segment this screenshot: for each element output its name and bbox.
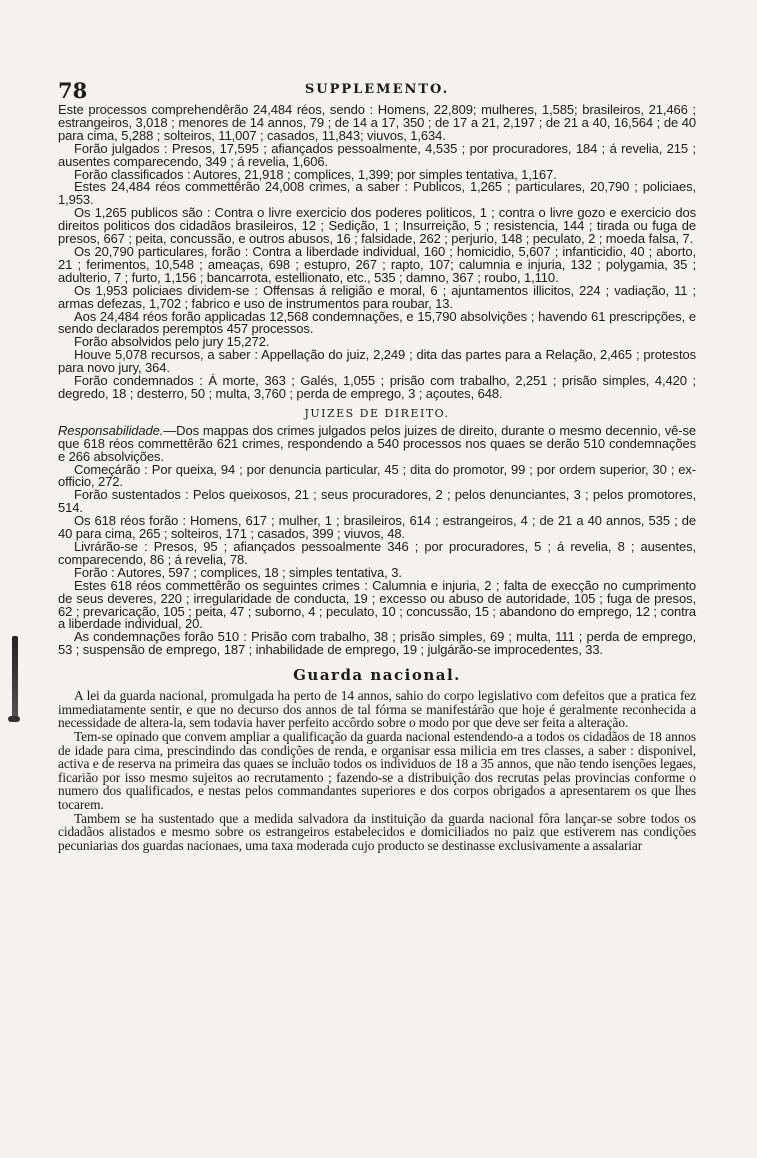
paragraph: Livrárão-se : Presos, 95 ; afiançados pessoalmente 346 ; por procuradores, 5 ; á revelia, 8 ; ausentes, comparecendo, 86 ; á revelia, 78. — [58, 539, 696, 567]
paragraph: Forão sustentados : Pelos queixosos, 21 ; seus procuradores, 2 ; pelos denunciantes, 3 ; pelos promotores, 514. — [58, 487, 696, 516]
paragraph: Tem-se opinado que convem ampliar a qualificação da guarda nacional estendendo-a a todos os cidadãos de 18 annos de idade para cima, prescindindo das condições de renda, e organisar essa milicia em tres classes, a saber : disponivel, activa e de reserva na primeira das quaes se incluão todos os individuos de 18 a 35 annos, que não tendo isenções legaes, ficarião por isso mesmo sujeitos ao recrutamento ; fazendo-se a distribuição dos recrutas pelas provincias conforme o numero dos qualificados, e nestas pelos commandantes superiores e dos corpos obrigados a apresentarem os que lhes tocarem. — [58, 728, 696, 812]
section-guarda-nacional — [58, 689, 696, 852]
margin-ink-mark — [12, 636, 18, 722]
paragraph: Começárão : Por queixa, 94 ; por denuncia particular, 45 ; dita do promotor, 99 ; por ordem superior, 30 ; ex-officio, 272. — [58, 461, 696, 490]
paragraph: Os 618 réos forão : Homens, 617 ; mulher, 1 ; brasileiros, 614 ; estrangeiros, 4 ; de 21 a 40 annos, 535 ; de 40 para cima, 265 ; solteiros, 171 ; casados, 399 ; viuvos, 48. — [58, 513, 696, 542]
page-number: 78 — [58, 78, 88, 103]
paragraph: Forão julgados : Presos, 17,595 ; afiançados pessoalmente, 4,535 ; por procuradores, 184 ; á revelia, 215 ; ausentes comparecendo, 349 ; á revelia, 1,606. — [58, 140, 696, 169]
page-header — [58, 78, 696, 102]
paragraph: Estes 618 réos commettêrão os seguintes crimes : Calumnia e injuria, 2 ; falta de execção no cumprimento de seus deveres, 220 ; irregularidade de conducta, 19 ; excesso ou abuso de autoridade, 105 ; fuga de presos, 62 ; prevaricação, 105 ; peita, 47 ; suborno, 4 ; peculato, 10 ; concussão, 15 ; abandono do emprego, 12 ; contra a liberdade individual, 20. — [58, 577, 696, 632]
paragraph: Forão classificados : Autores, 21,918 ; complices, 1,399; por simples tentativa, 1,167. — [74, 166, 557, 182]
paragraph: Estes 24,484 réos commettêrão 24,008 crimes, a saber : Publicos, 1,265 ; particulares, 20,790 ; policiaes, 1,953. — [58, 179, 696, 208]
paragraph: Os 1,265 publicos são : Contra o livre exercicio dos poderes politicos, 1 ; contra o livre gozo e exercicio dos direitos politicos dos cidadãos brasileiros, 12 ; Sedição, 1 ; Insurreição, 5 ; resistencia, 144 ; tirada ou fuga de presos, 667 ; peita, concussão, e outros abusos, 16 ; falsidade, 262 ; perjurio, 148 ; peculato, 2 ; moeda falsa, 7. — [58, 205, 696, 247]
paragraph: Forão absolvidos pelo jury 15,272. — [74, 334, 270, 350]
paragraph — [58, 422, 696, 464]
section-title: Guarda nacional. — [293, 666, 461, 685]
subsection-heading: JUIZES DE DIREITO. — [304, 406, 450, 420]
paragraph: Tambem se ha sustentado que a medida salvadora da instituição da guarda nacional fôra lançar-se sobre todos os cidadãos alistados e mesmo sobre os estrangeiros estabelecidos e domiciliados no paiz que estiverem nas condições pecuniarias dos guardas nacionaes, uma taxa moderada cujo producto se destinasse exclusivamente a assalariar — [58, 810, 696, 853]
paragraph: Forão condemnados : Á morte, 363 ; Galés, 1,055 ; prisão com trabalho, 2,251 ; prisão simples, 4,420 ; degredo, 18 ; desterro, 50 ; multa, 3,760 ; perda de emprego, 3 ; açoutes, 648. — [58, 373, 696, 401]
paragraph: Este processos comprehendêrão 24,484 réos, sendo : Homens, 22,809; mulheres, 1,585; brasileiros, 21,466 ; estrangeiros, 3,018 ; menores de 14 annos, 79 ; de 14 a 17, 350 ; de 17 a 21, 2,197 ; de 21 a 40, 16,564 ; de 40 para cima, 5,288 ; solteiros, 11,007 ; casados, 11,843; viuvos, 1,634. — [58, 102, 696, 143]
paragraph: Aos 24,484 réos forão applicadas 12,568 condemnações, e 15,790 absolvições ; havendo 61 prescripções, e sendo declarados peremptos 457 processos. — [58, 308, 696, 337]
paragraph: Houve 5,078 recursos, a saber : Appellação do juiz, 2,249 ; dita das partes para a Relação, 2,465 ; protestos para novo jury, 364. — [58, 347, 696, 376]
paragraph: Forão : Autores, 597 ; complices, 18 ; simples tentativa, 3. — [74, 564, 402, 580]
paragraph: Os 20,790 particulares, forão : Contra a liberdade individual, 160 ; homicidio, 5,607 ; infanticidio, 40 ; aborto, 21 ; ferimentos, 10,548 ; ameaças, 698 ; estupro, 267 ; rapto, 107; calumnia e injuria, 132 ; polygamia, 35 ; adulterio, 7 ; furto, 1,156 ; bancarrota, estellionato, etc., 535 ; damno, 367 ; roubo, 1,110. — [58, 243, 696, 285]
lead-text: —Dos mappas dos crimes julgados pelos juizes de direito, durante o mesmo decennio, vê-se que 618 réos commettêrão 621 crimes, respondendo a 540 processos nos quaes se derão 510 condemnações e 266 absolvições. — [58, 422, 696, 464]
document-page — [58, 78, 696, 852]
paragraph: As condemnações forão 510 : Prisão com trabalho, 38 ; prisão simples, 69 ; multa, 111 ; perda de emprego, 53 ; suspensão de emprego, 187 ; inhabilidade de emprego, 19 ; julgárão-se improcedentes, 33. — [58, 629, 696, 658]
section-statistics — [58, 104, 696, 852]
paragraph: A lei da guarda nacional, promulgada ha perto de 14 annos, sahio do corpo legislativo com defeitos que a pratica fez immediatamente sentir, e que no decurso dos annos de tal fórma se manifestárão que hoje é geralmente reconhecida a necessidade de altera-la, sem todavia haver perfeito accôrdo sobre o modo por que deve ser feita a alteração. — [58, 688, 696, 731]
lead-label: Responsabilidade. — [58, 422, 164, 438]
paragraph: Os 1,953 policiaes dividem-se : Offensas á religião e moral, 6 ; ajuntamentos illicitos, 224 ; vadiação, 11 ; armas defezas, 1,702 ; fabrico e uso de instrumentos para roubar, 13. — [58, 282, 696, 311]
running-title: SUPPLEMENTO. — [304, 82, 450, 97]
